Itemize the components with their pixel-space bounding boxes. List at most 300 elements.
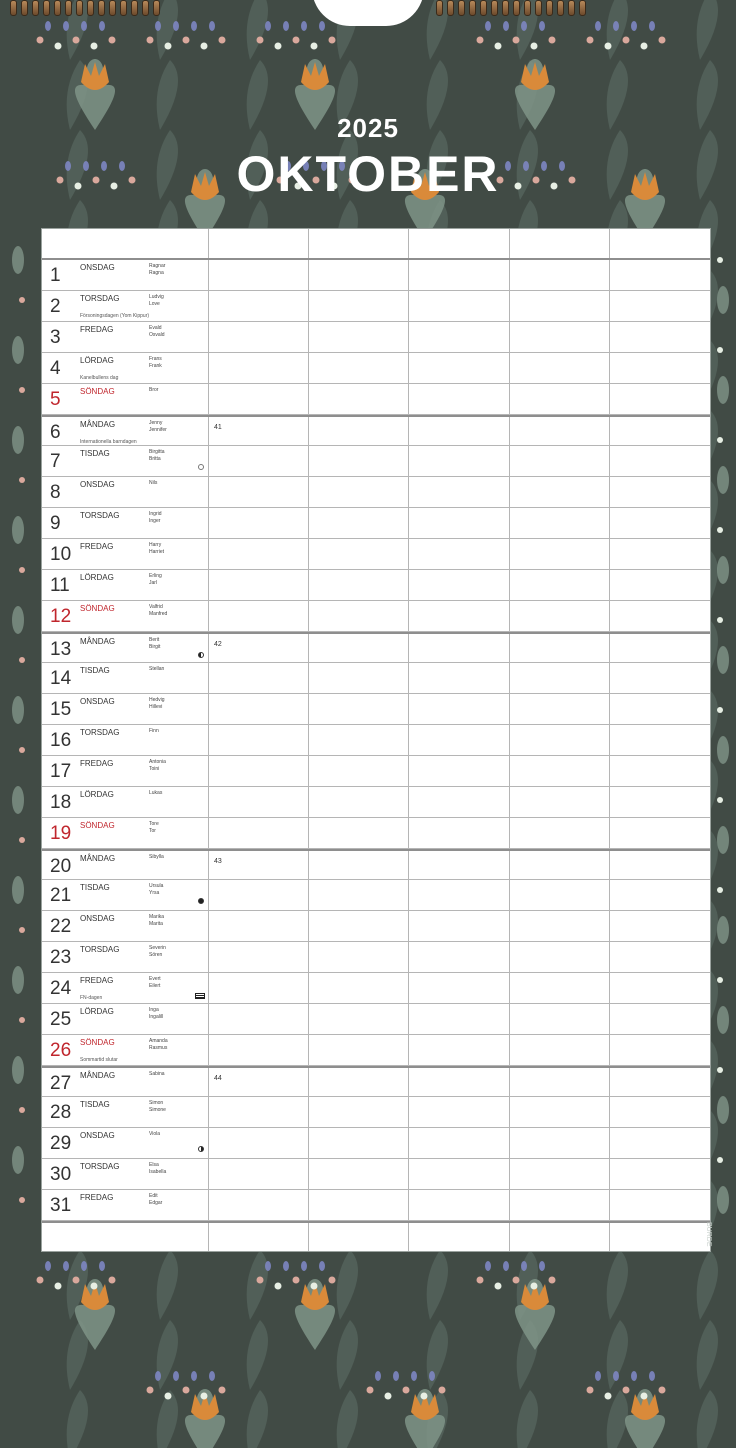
entry-cell[interactable] <box>309 787 409 817</box>
entry-cell[interactable] <box>209 787 309 817</box>
day-row <box>42 260 710 291</box>
entry-cell[interactable] <box>510 1097 610 1127</box>
name-day-names: Marika Marita <box>149 914 165 927</box>
entry-cell[interactable] <box>510 508 610 538</box>
entry-cell[interactable] <box>209 880 309 910</box>
day-info-cell <box>42 291 209 321</box>
name-day-names: Nils <box>149 480 158 486</box>
weekday-label: LÖRDAG <box>80 356 114 365</box>
entry-cell[interactable] <box>309 1035 409 1065</box>
entry-cell[interactable] <box>309 508 409 538</box>
flag-icon <box>195 993 205 999</box>
entry-cell[interactable] <box>510 446 610 476</box>
day-info-cell <box>42 911 209 941</box>
day-row <box>42 694 710 725</box>
entry-cell[interactable] <box>209 291 309 321</box>
entry-cell[interactable] <box>309 1128 409 1158</box>
entry-cell[interactable] <box>309 911 409 941</box>
entry-cell[interactable] <box>510 756 610 786</box>
entry-cell[interactable] <box>409 725 510 755</box>
entry-cell[interactable] <box>409 322 510 352</box>
day-info-cell <box>42 417 209 445</box>
weekday-label: FREDAG <box>80 759 114 768</box>
day-number: 7 <box>50 451 61 472</box>
entry-cell[interactable] <box>209 446 309 476</box>
weekday-label: TORSDAG <box>80 945 120 954</box>
footer-cell[interactable] <box>610 1223 710 1251</box>
weekday-label: MÅNDAG <box>80 637 116 646</box>
entry-cell[interactable] <box>409 694 510 724</box>
weekday-label: TORSDAG <box>80 511 120 520</box>
weekday-label: TISDAG <box>80 1100 110 1109</box>
weekday-label: ONSDAG <box>80 480 115 489</box>
entry-cell[interactable] <box>610 260 710 290</box>
header-cell-person-4[interactable] <box>510 229 610 258</box>
day-number: 2 <box>50 296 61 317</box>
entry-cell[interactable] <box>309 973 409 1003</box>
day-info-cell <box>42 570 209 600</box>
entry-cell[interactable] <box>610 973 710 1003</box>
entry-cell[interactable] <box>510 787 610 817</box>
name-day-names: Severin Sören <box>149 945 166 958</box>
weekday-label: FREDAG <box>80 542 114 551</box>
entry-cell[interactable] <box>510 1128 610 1158</box>
name-day-names: Simon Simone <box>149 1100 166 1113</box>
day-number: 15 <box>50 699 72 720</box>
spiral-ring <box>98 0 105 16</box>
day-row <box>42 725 710 756</box>
header-cell-person-2[interactable] <box>309 229 409 258</box>
entry-cell[interactable] <box>510 973 610 1003</box>
entry-cell[interactable] <box>209 634 309 662</box>
entry-cell[interactable] <box>309 634 409 662</box>
day-row <box>42 1035 710 1066</box>
entry-cell[interactable] <box>309 1004 409 1034</box>
day-info-cell <box>42 446 209 476</box>
spiral-ring <box>458 0 465 16</box>
entry-cell[interactable] <box>309 725 409 755</box>
entry-cell[interactable] <box>409 446 510 476</box>
spiral-ring <box>76 0 83 16</box>
entry-cell[interactable] <box>409 570 510 600</box>
entry-cell[interactable] <box>209 477 309 507</box>
day-info-cell <box>42 942 209 972</box>
entry-cell[interactable] <box>309 446 409 476</box>
entry-cell[interactable] <box>409 417 510 445</box>
entry-cell[interactable] <box>610 446 710 476</box>
entry-cell[interactable] <box>409 384 510 414</box>
entry-cell[interactable] <box>309 1159 409 1189</box>
entry-cell[interactable] <box>610 508 710 538</box>
spiral-ring <box>131 0 138 16</box>
entry-cell[interactable] <box>510 942 610 972</box>
name-day-names: Hedvig Hillevi <box>149 697 165 710</box>
day-number: 26 <box>50 1040 72 1061</box>
brand-mark: BURDE <box>705 1222 712 1247</box>
entry-cell[interactable] <box>610 911 710 941</box>
entry-cell[interactable] <box>409 353 510 383</box>
entry-cell[interactable] <box>209 663 309 693</box>
day-row <box>42 632 710 663</box>
entry-cell[interactable] <box>510 880 610 910</box>
day-row <box>42 818 710 849</box>
name-day-names: Evert Eilert <box>149 976 161 989</box>
day-row <box>42 446 710 477</box>
entry-cell[interactable] <box>610 601 710 631</box>
day-info-cell <box>42 818 209 848</box>
day-row <box>42 415 710 446</box>
entry-cell[interactable] <box>409 663 510 693</box>
entry-cell[interactable] <box>209 508 309 538</box>
entry-cell[interactable] <box>209 570 309 600</box>
footer-cell[interactable] <box>209 1223 309 1251</box>
name-day-names: Berit Birgit <box>149 637 161 650</box>
name-day-names: Birgitta Britta <box>149 449 165 462</box>
entry-cell[interactable] <box>309 353 409 383</box>
entry-cell[interactable] <box>510 911 610 941</box>
day-info-cell <box>42 384 209 414</box>
entry-cell[interactable] <box>610 1004 710 1034</box>
day-info-cell <box>42 260 209 290</box>
entry-cell[interactable] <box>409 1004 510 1034</box>
day-info-cell <box>42 1128 209 1158</box>
spiral-ring <box>142 0 149 16</box>
day-number: 24 <box>50 978 72 999</box>
entry-cell[interactable] <box>209 756 309 786</box>
weekday-label: LÖRDAG <box>80 790 114 799</box>
entry-cell[interactable] <box>309 260 409 290</box>
entry-cell[interactable] <box>409 601 510 631</box>
entry-cell[interactable] <box>610 417 710 445</box>
entry-cell[interactable] <box>610 322 710 352</box>
entry-cell[interactable] <box>610 787 710 817</box>
name-day-names: Finn <box>149 728 159 734</box>
weekday-label: FREDAG <box>80 325 114 334</box>
entry-cell[interactable] <box>409 539 510 569</box>
entry-cell[interactable] <box>309 322 409 352</box>
entry-cell[interactable] <box>409 1190 510 1220</box>
day-row <box>42 1159 710 1190</box>
entry-cell[interactable] <box>409 851 510 879</box>
entry-cell[interactable] <box>610 818 710 848</box>
entry-cell[interactable] <box>510 384 610 414</box>
entry-cell[interactable] <box>610 725 710 755</box>
weekday-label: ONSDAG <box>80 263 115 272</box>
spiral-ring <box>109 0 116 16</box>
name-day-names: Ingrid Inger <box>149 511 162 524</box>
entry-cell[interactable] <box>610 1068 710 1096</box>
entry-cell[interactable] <box>209 260 309 290</box>
name-day-names: Tore Tor <box>149 821 159 834</box>
entry-cell[interactable] <box>510 539 610 569</box>
spiral-ring <box>491 0 498 16</box>
name-day-names: Stellan <box>149 666 165 672</box>
spiral-ring <box>502 0 509 16</box>
entry-cell[interactable] <box>510 1004 610 1034</box>
entry-cell[interactable] <box>309 570 409 600</box>
entry-cell[interactable] <box>610 942 710 972</box>
day-row <box>42 508 710 539</box>
entry-cell[interactable] <box>209 694 309 724</box>
entry-cell[interactable] <box>510 1159 610 1189</box>
entry-cell[interactable] <box>510 417 610 445</box>
entry-cell[interactable] <box>209 851 309 879</box>
entry-cell[interactable] <box>409 911 510 941</box>
entry-cell[interactable] <box>510 851 610 879</box>
day-info-cell <box>42 787 209 817</box>
entry-cell[interactable] <box>610 756 710 786</box>
entry-cell[interactable] <box>510 601 610 631</box>
entry-cell[interactable] <box>510 322 610 352</box>
entry-cell[interactable] <box>309 1068 409 1096</box>
weekday-label: MÅNDAG <box>80 420 116 429</box>
entry-cell[interactable] <box>610 851 710 879</box>
entry-cell[interactable] <box>309 942 409 972</box>
day-info-cell <box>42 1190 209 1220</box>
entry-cell[interactable] <box>409 477 510 507</box>
entry-cell[interactable] <box>309 291 409 321</box>
entry-cell[interactable] <box>610 353 710 383</box>
weekday-label: FREDAG <box>80 976 114 985</box>
entry-cell[interactable] <box>209 973 309 1003</box>
day-number: 30 <box>50 1164 72 1185</box>
weekday-label: SÖNDAG <box>80 821 115 830</box>
entry-cell[interactable] <box>610 539 710 569</box>
day-number: 22 <box>50 916 72 937</box>
holiday-note: Försoningsdagen (Yom Kippur) <box>80 313 150 319</box>
entry-cell[interactable] <box>209 539 309 569</box>
entry-cell[interactable] <box>610 1128 710 1158</box>
spiral-ring <box>436 0 443 16</box>
entry-cell[interactable] <box>510 477 610 507</box>
entry-cell[interactable] <box>209 1035 309 1065</box>
day-number: 3 <box>50 327 61 348</box>
name-day-names: Inga Ingalill <box>149 1007 164 1020</box>
entry-cell[interactable] <box>209 601 309 631</box>
entry-cell[interactable] <box>510 663 610 693</box>
holiday-note: Internationella barndagen <box>80 439 137 445</box>
day-row <box>42 322 710 353</box>
spiral-ring <box>546 0 553 16</box>
header-cell-person-1[interactable] <box>209 229 309 258</box>
week-number: 41 <box>214 424 222 431</box>
spiral-ring <box>469 0 476 16</box>
day-row <box>42 539 710 570</box>
header-cell-person-5[interactable] <box>610 229 710 258</box>
name-day-names: Evald Osvald <box>149 325 165 338</box>
spiral-ring <box>524 0 531 16</box>
entry-cell[interactable] <box>409 973 510 1003</box>
day-row <box>42 477 710 508</box>
day-row <box>42 1004 710 1035</box>
entry-cell[interactable] <box>409 1035 510 1065</box>
entry-cell[interactable] <box>209 1004 309 1034</box>
entry-cell[interactable] <box>209 911 309 941</box>
entry-cell[interactable] <box>510 818 610 848</box>
entry-cell[interactable] <box>610 1190 710 1220</box>
day-info-cell <box>42 1035 209 1065</box>
day-number: 5 <box>50 389 61 410</box>
day-info-cell <box>42 694 209 724</box>
entry-cell[interactable] <box>510 1035 610 1065</box>
entry-cell[interactable] <box>510 353 610 383</box>
day-info-cell <box>42 634 209 662</box>
column-header-row <box>42 229 710 260</box>
entry-cell[interactable] <box>510 634 610 662</box>
entry-cell[interactable] <box>409 1068 510 1096</box>
footer-cell-day <box>42 1223 209 1251</box>
weekday-label: TISDAG <box>80 666 110 675</box>
entry-cell[interactable] <box>309 851 409 879</box>
entry-cell[interactable] <box>409 634 510 662</box>
name-day-names: Ragnar Ragna <box>149 263 166 276</box>
day-number: 17 <box>50 761 72 782</box>
footer-cell[interactable] <box>409 1223 510 1251</box>
header-cell-person-3[interactable] <box>409 229 510 258</box>
entry-cell[interactable] <box>409 787 510 817</box>
weekday-label: TORSDAG <box>80 294 120 303</box>
entry-cell[interactable] <box>309 880 409 910</box>
weekday-label: SÖNDAG <box>80 387 115 396</box>
calendar-year: 2025 <box>337 113 399 143</box>
weekday-label: ONSDAG <box>80 914 115 923</box>
day-info-cell <box>42 601 209 631</box>
entry-cell[interactable] <box>510 1068 610 1096</box>
entry-cell[interactable] <box>309 756 409 786</box>
day-info-cell <box>42 725 209 755</box>
spiral-ring <box>10 0 17 16</box>
entry-cell[interactable] <box>510 694 610 724</box>
entry-cell[interactable] <box>209 322 309 352</box>
day-row <box>42 880 710 911</box>
day-info-cell <box>42 1097 209 1127</box>
entry-cell[interactable] <box>409 291 510 321</box>
entry-cell[interactable] <box>610 1097 710 1127</box>
weekday-label: TISDAG <box>80 449 110 458</box>
entry-cell[interactable] <box>610 880 710 910</box>
entry-cell[interactable] <box>309 477 409 507</box>
name-day-names: Antonia Toini <box>149 759 166 772</box>
entry-cell[interactable] <box>610 1159 710 1189</box>
entry-cell[interactable] <box>610 477 710 507</box>
day-info-cell <box>42 663 209 693</box>
entry-cell[interactable] <box>610 291 710 321</box>
entry-cell[interactable] <box>209 384 309 414</box>
name-day-names: Jenny Jennifer <box>149 420 167 433</box>
day-number: 9 <box>50 513 61 534</box>
entry-cell[interactable] <box>510 1190 610 1220</box>
spiral-ring <box>579 0 586 16</box>
entry-cell[interactable] <box>309 601 409 631</box>
entry-cell[interactable] <box>309 1190 409 1220</box>
entry-cell[interactable] <box>409 1159 510 1189</box>
entry-cell[interactable] <box>309 539 409 569</box>
entry-cell[interactable] <box>610 384 710 414</box>
day-row <box>42 1066 710 1097</box>
day-number: 13 <box>50 639 72 660</box>
day-number: 20 <box>50 856 72 877</box>
spiral-ring <box>557 0 564 16</box>
entry-cell[interactable] <box>309 417 409 445</box>
day-number: 25 <box>50 1009 72 1030</box>
name-day-names: Amanda Rasmus <box>149 1038 168 1051</box>
entry-cell[interactable] <box>209 1097 309 1127</box>
entry-cell[interactable] <box>409 818 510 848</box>
header-cell-day <box>42 229 209 258</box>
moon-phase-first-icon <box>198 1146 204 1152</box>
entry-cell[interactable] <box>209 1068 309 1096</box>
spiral-ring <box>447 0 454 16</box>
name-day-names: Ludvig Love <box>149 294 164 307</box>
name-day-names: Lukas <box>149 790 163 796</box>
day-number: 21 <box>50 885 72 906</box>
spiral-ring <box>65 0 72 16</box>
entry-cell[interactable] <box>309 694 409 724</box>
entry-cell[interactable] <box>309 384 409 414</box>
name-day-names: Sibylla <box>149 854 164 860</box>
name-day-names: Erling Jarl <box>149 573 162 586</box>
entry-cell[interactable] <box>209 1159 309 1189</box>
entry-cell[interactable] <box>409 508 510 538</box>
entry-cell[interactable] <box>209 942 309 972</box>
day-row <box>42 570 710 601</box>
entry-cell[interactable] <box>610 694 710 724</box>
entry-cell[interactable] <box>510 725 610 755</box>
entry-cell[interactable] <box>409 1128 510 1158</box>
entry-cell[interactable] <box>409 880 510 910</box>
day-row <box>42 1097 710 1128</box>
entry-cell[interactable] <box>409 942 510 972</box>
footer-cell[interactable] <box>309 1223 409 1251</box>
day-info-cell <box>42 851 209 879</box>
entry-cell[interactable] <box>209 725 309 755</box>
holiday-note: FN-dagen <box>80 995 103 1001</box>
name-day-names: Edit Edgar <box>149 1193 163 1206</box>
entry-cell[interactable] <box>610 663 710 693</box>
day-number: 12 <box>50 606 72 627</box>
weekday-label: ONSDAG <box>80 1131 115 1140</box>
spiral-ring <box>43 0 50 16</box>
entry-cell[interactable] <box>309 1097 409 1127</box>
entry-cell[interactable] <box>610 570 710 600</box>
entry-cell[interactable] <box>409 756 510 786</box>
day-info-cell <box>42 508 209 538</box>
entry-cell[interactable] <box>209 353 309 383</box>
day-row <box>42 911 710 942</box>
entry-cell[interactable] <box>309 818 409 848</box>
entry-cell[interactable] <box>409 260 510 290</box>
entry-cell[interactable] <box>309 663 409 693</box>
holiday-note: Sommartid slutar <box>80 1057 118 1063</box>
footer-cell[interactable] <box>510 1223 610 1251</box>
entry-cell[interactable] <box>610 634 710 662</box>
entry-cell[interactable] <box>209 1190 309 1220</box>
entry-cell[interactable] <box>409 1097 510 1127</box>
entry-cell[interactable] <box>209 417 309 445</box>
week-number: 43 <box>214 858 222 865</box>
entry-cell[interactable] <box>209 818 309 848</box>
spiral-binding-right <box>436 0 586 18</box>
entry-cell[interactable] <box>510 291 610 321</box>
weekday-label: TORSDAG <box>80 728 120 737</box>
entry-cell[interactable] <box>510 260 610 290</box>
day-number: 31 <box>50 1195 72 1216</box>
day-info-cell <box>42 756 209 786</box>
entry-cell[interactable] <box>209 1128 309 1158</box>
day-row <box>42 973 710 1004</box>
entry-cell[interactable] <box>510 570 610 600</box>
entry-cell[interactable] <box>610 1035 710 1065</box>
